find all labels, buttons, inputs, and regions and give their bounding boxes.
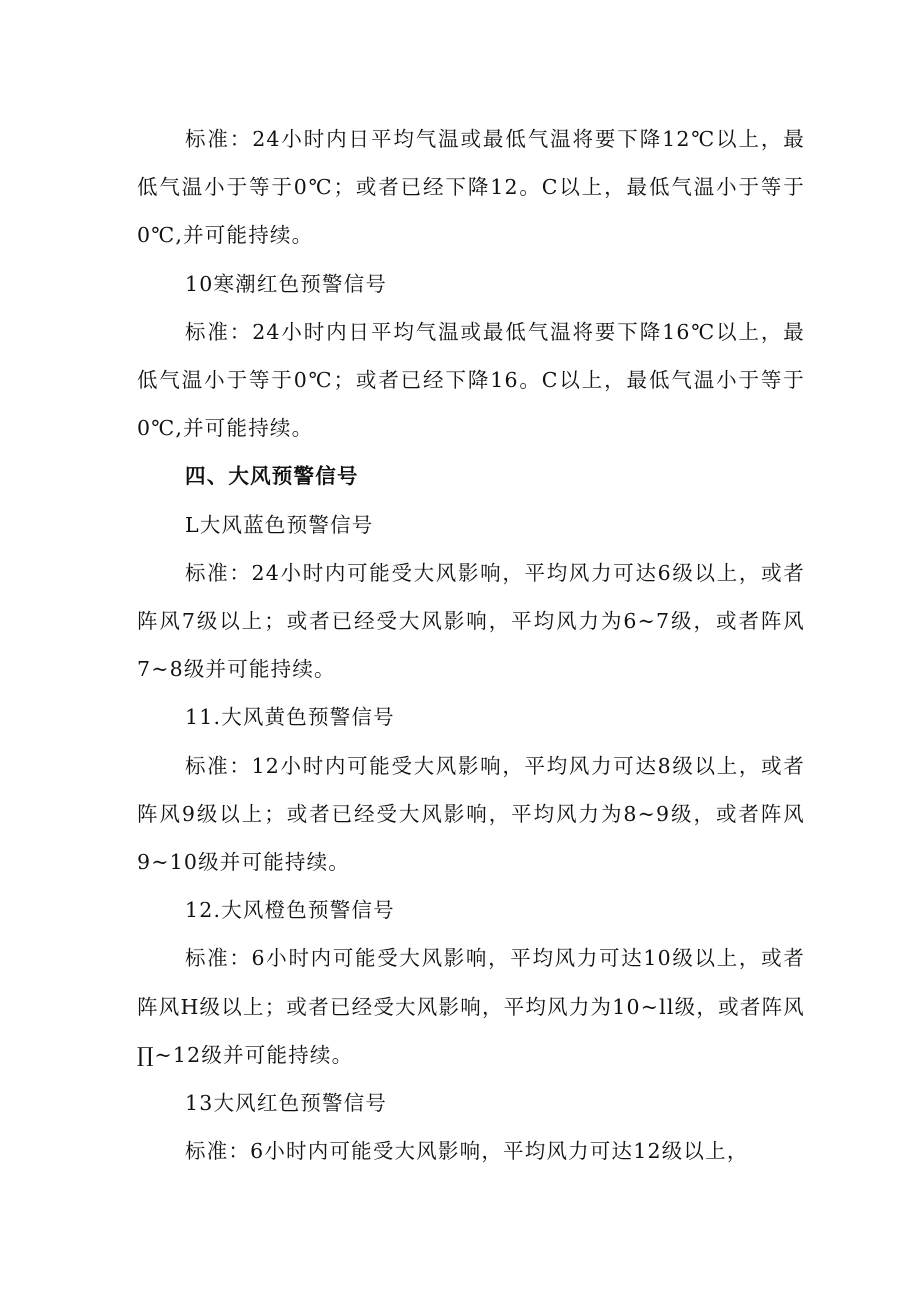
document-body [137,115,805,1175]
paragraph-gale-red-standard: 标准：6小时内可能受大风影响，平均风力可达12级以上， [185,1139,749,1164]
paragraph-gale-red-title: 13大风红色预警信号 [185,1091,388,1116]
paragraph-gale-orange-title: 12.大风橙色预警信号 [185,898,395,923]
paragraph-cold-wave-orange-standard: 标准：24小时内日平均气温或最低气温将要下降12℃以上，最低气温小于等于0℃；或者已经下降12。C以上，最低气温小于等于0℃,并可能持续。 [137,127,805,248]
paragraph-gale-yellow-standard: 标准：12小时内可能受大风影响，平均风力可达8级以上，或者阵风9级以上；或者已经受大风影响，平均风力为8~9级，或者阵风9~10级并可能持续。 [137,753,805,875]
paragraph-cold-wave-red-standard: 标准：24小时内日平均气温或最低气温将要下降16℃以上，最低气温小于等于0℃；或者已经下降16。C以上，最低气温小于等于0℃,并可能持续。 [137,319,805,441]
paragraph-gale-orange-standard: 标准：6小时内可能受大风影响，平均风力可达10级以上，或者阵风H级以上；或者已经受大风影响，平均风力为10~ll级，或者阵风∏~12级并可能持续。 [137,946,805,1067]
paragraph-gale-yellow-title: 11.大风黄色预警信号 [185,705,395,730]
section-heading-gale-warning: 四、大风预警信号 [185,464,359,489]
paragraph-cold-wave-red-title: 10寒潮红色预警信号 [185,271,388,296]
paragraph-gale-blue-title: L大风蓝色预警信号 [185,512,374,537]
paragraph-gale-blue-standard: 标准：24小时内可能受大风影响，平均风力可达6级以上，或者阵风7级以上；或者已经受大风影响，平均风力为6~7级，或者阵风7~8级并可能持续。 [137,560,805,682]
